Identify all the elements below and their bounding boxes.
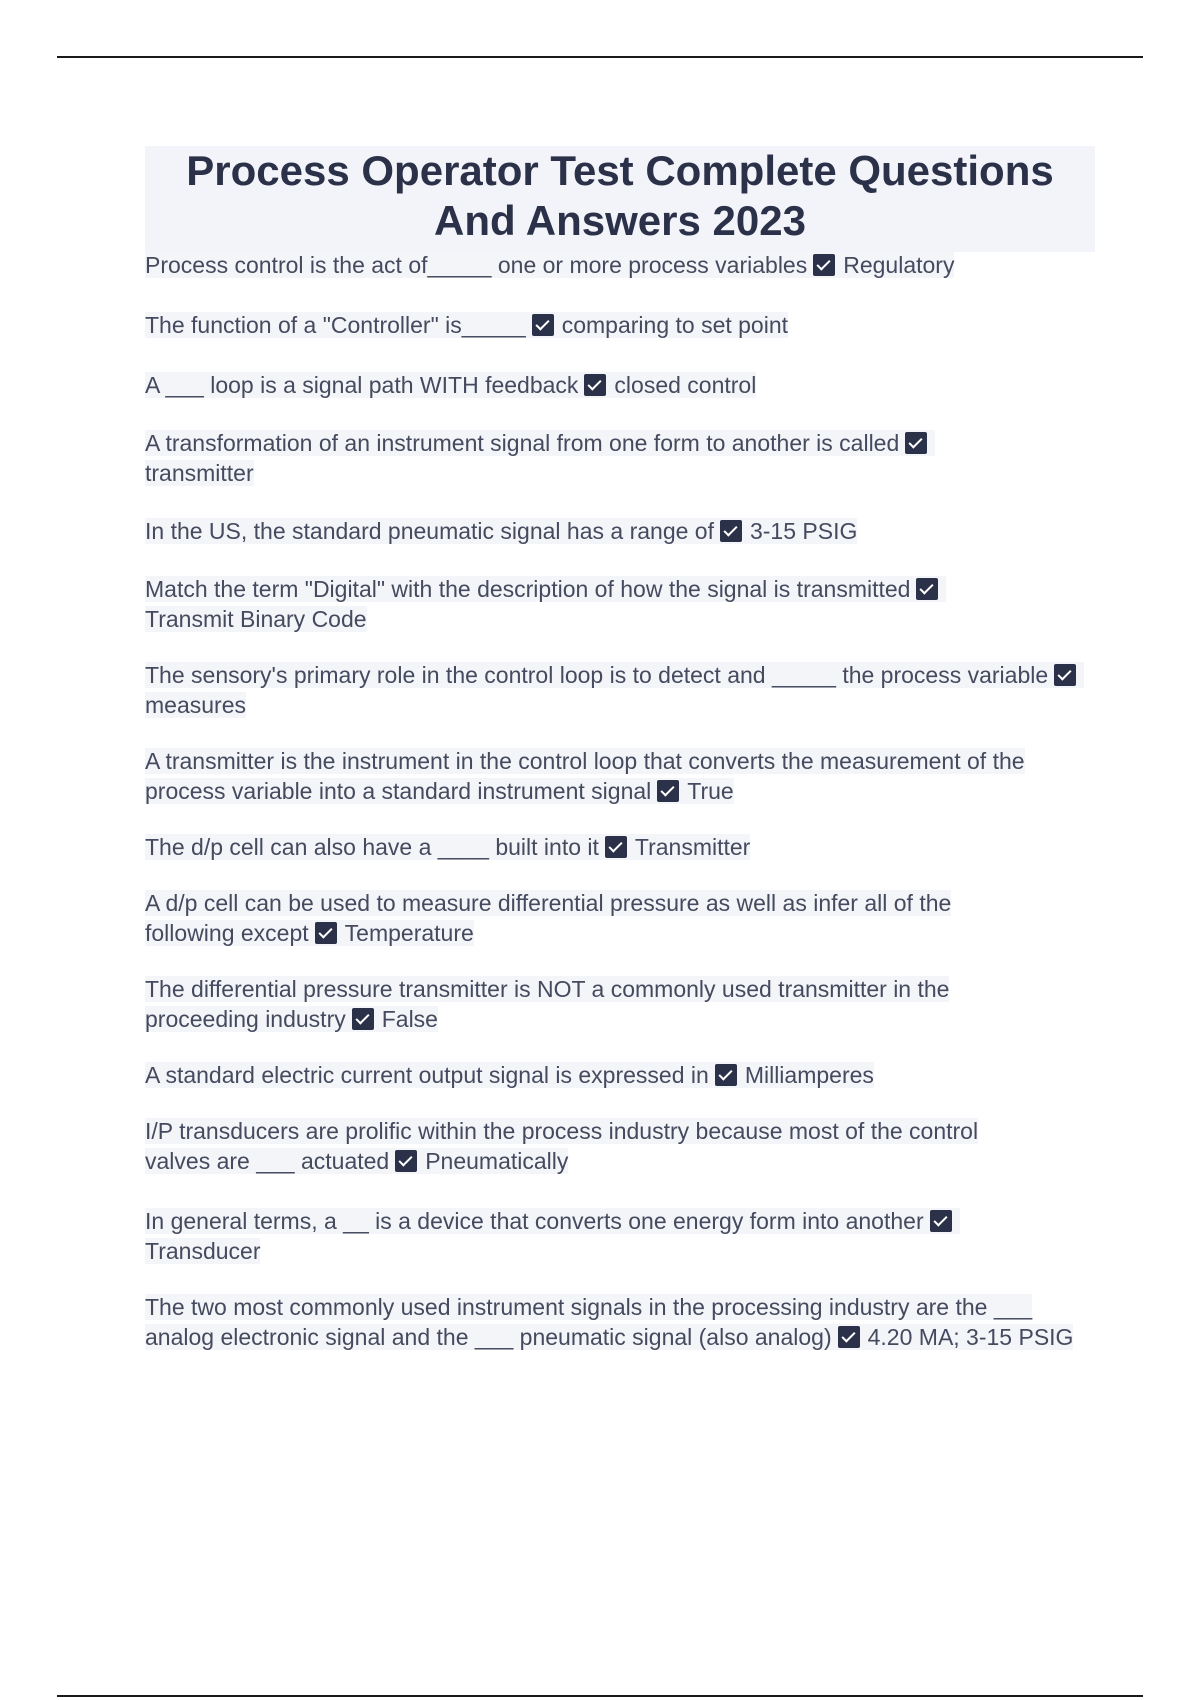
top-rule <box>57 56 1143 58</box>
question-text: In the US, the standard pneumatic signal has a range of <box>145 518 714 544</box>
question-text: A transmitter is the instrument in the control loop that converts the measurement of the process variable into a standard instrument signal <box>145 748 1025 804</box>
qa-item <box>145 1292 1095 1352</box>
answer-text: Regulatory <box>843 252 955 278</box>
document-title: Process Operator Test Complete Questions And Answers 2023 <box>186 147 1054 244</box>
qa-item <box>145 250 1095 280</box>
checkmark-icon <box>395 1150 417 1172</box>
question-text: The two most commonly used instrument signals in the processing industry are the ___ analog electronic signal and the ___ pneumatic signal (also analog) <box>145 1294 1033 1350</box>
question-text: In general terms, a __ is a device that converts one energy form into another <box>145 1208 924 1234</box>
answer-text: comparing to set point <box>561 312 789 338</box>
answer-text: Temperature <box>344 920 474 946</box>
question-text: A ___ loop is a signal path WITH feedback <box>145 372 579 398</box>
answer-text: Transmit Binary Code <box>145 606 367 632</box>
document-body <box>145 146 1095 1352</box>
answer-text: measures <box>145 692 246 718</box>
qa-item <box>145 974 1005 1034</box>
qa-item <box>145 310 1095 340</box>
answer-text: transmitter <box>145 460 254 486</box>
checkmark-icon <box>1054 664 1076 686</box>
answer-text: closed control <box>614 372 757 398</box>
answer-text: Pneumatically <box>425 1148 569 1174</box>
qa-item <box>145 1206 1035 1266</box>
answer-text: 4.20 MA; 3-15 PSIG <box>867 1324 1074 1350</box>
checkmark-icon <box>584 374 606 396</box>
checkmark-icon <box>315 922 337 944</box>
question-text: The d/p cell can also have a ____ built into it <box>145 834 599 860</box>
checkmark-icon <box>813 254 835 276</box>
qa-item <box>145 370 1095 400</box>
answer-text: Milliamperes <box>744 1062 874 1088</box>
checkmark-icon <box>720 520 742 542</box>
checkmark-icon <box>905 432 927 454</box>
qa-item <box>145 516 1095 546</box>
qa-item <box>145 428 1005 488</box>
answer-text: Transmitter <box>634 834 751 860</box>
question-text: The differential pressure transmitter is NOT a commonly used transmitter in the proceeding industry <box>145 976 950 1032</box>
qa-item <box>145 574 1025 634</box>
qa-item <box>145 1060 1095 1090</box>
title-box <box>145 146 1095 252</box>
qa-item <box>145 660 1095 720</box>
checkmark-icon <box>605 836 627 858</box>
qa-item <box>145 832 1095 862</box>
checkmark-icon <box>838 1326 860 1348</box>
checkmark-icon <box>532 314 554 336</box>
question-text: The function of a "Controller" is_____ <box>145 312 526 338</box>
checkmark-icon <box>930 1210 952 1232</box>
checkmark-icon <box>916 578 938 600</box>
answer-text: Transducer <box>145 1238 261 1264</box>
question-text: A transformation of an instrument signal from one form to another is called <box>145 430 900 456</box>
question-text: The sensory's primary role in the control loop is to detect and _____ the process variable <box>145 662 1049 688</box>
question-text: Match the term "Digital" with the description of how the signal is transmitted <box>145 576 911 602</box>
answer-text: False <box>381 1006 438 1032</box>
question-text: I/P transducers are prolific within the process industry because most of the control valves are ___ actuated <box>145 1118 979 1174</box>
checkmark-icon <box>657 780 679 802</box>
question-text: Process control is the act of_____ one or more process variables <box>145 252 808 278</box>
answer-text: True <box>687 778 734 804</box>
checkmark-icon <box>715 1064 737 1086</box>
question-text: A d/p cell can be used to measure differential pressure as well as infer all of the following except <box>145 890 952 946</box>
bottom-rule <box>57 1695 1143 1697</box>
qa-item <box>145 888 1005 948</box>
qa-item <box>145 746 1095 806</box>
question-text: A standard electric current output signal is expressed in <box>145 1062 709 1088</box>
answer-text: 3-15 PSIG <box>749 518 858 544</box>
qa-item <box>145 1116 1045 1176</box>
checkmark-icon <box>352 1008 374 1030</box>
